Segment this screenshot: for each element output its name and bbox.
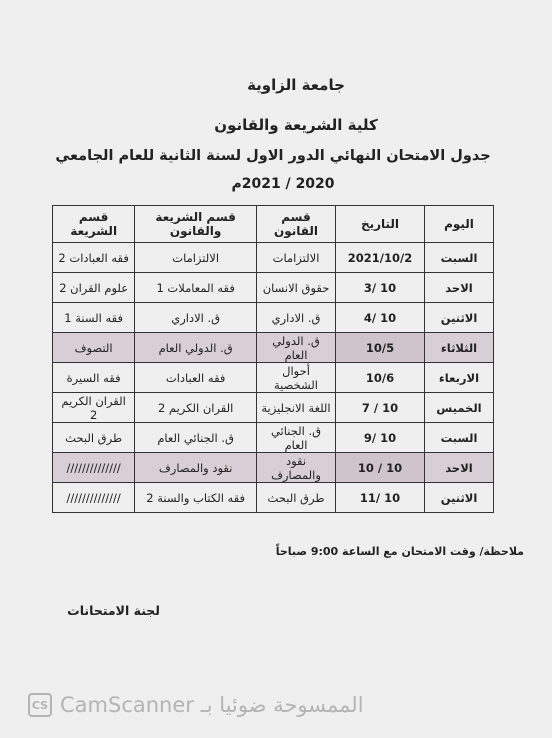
schedule-title: جدول الامتحان النهائي الدور الاول لسنة الثانية للعام الجامعي [55,148,491,164]
sharia-cell: ////////////// [53,483,135,513]
law-cell: طرق البحث [257,483,336,513]
date-cell: 10/6 [336,363,425,393]
law-cell: ق. الدولي العام [257,333,336,363]
law-cell: حقوق الانسان [257,273,336,303]
day-cell: السبت [425,243,494,273]
column-header-law: قسم القانون [257,206,336,243]
table-row [53,483,494,513]
university-name: جامعة الزاوية [247,76,345,94]
sharia-law-cell: نقود والمصارف [135,453,257,483]
table-header-row [53,206,494,243]
day-cell: الاثنين [425,303,494,333]
table-row [53,453,494,483]
date-cell: 10 /4 [336,303,425,333]
table-row [53,393,494,423]
column-header-sharia-law: قسم الشريعة والقانون [135,206,257,243]
table-row [53,243,494,273]
column-header-sharia: قسم الشريعة [53,206,135,243]
sharia-law-cell: الالتزامات [135,243,257,273]
law-cell: ق. الجنائي العام [257,423,336,453]
date-cell: 10 /9 [336,423,425,453]
day-cell: الاحد [425,273,494,303]
column-header-date: التاريخ [336,206,425,243]
sharia-cell: علوم القران 2 [53,273,135,303]
exam-schedule-table [52,205,494,513]
day-cell: الاحد [425,453,494,483]
day-cell: السبت [425,423,494,453]
column-header-day: اليوم [425,206,494,243]
sharia-law-cell: فقه المعاملات 1 [135,273,257,303]
academic-year: 2020 / 2021م [231,176,335,192]
camscanner-watermark [28,690,364,720]
sharia-law-cell: القران الكريم 2 [135,393,257,423]
day-cell: الخميس [425,393,494,423]
table-row [53,333,494,363]
camscanner-watermark-text: الممسوحة ضوئيا بـ CamScanner [60,693,364,717]
date-cell: 10 /11 [336,483,425,513]
exams-committee-signature: لجنة الامتحانات [67,603,160,618]
date-cell: 10/5 [336,333,425,363]
law-cell: أحوال الشخصية [257,363,336,393]
sharia-cell: التصوف [53,333,135,363]
table-row [53,423,494,453]
law-cell: الالتزامات [257,243,336,273]
sharia-cell: فقه السيرة [53,363,135,393]
law-cell: اللغة الانجليزية [257,393,336,423]
date-cell: 10 / 10 [336,453,425,483]
sharia-cell: ////////////// [53,453,135,483]
day-cell: الاثنين [425,483,494,513]
sharia-cell: فقه العبادات 2 [53,243,135,273]
law-cell: ق. الاداري [257,303,336,333]
sharia-law-cell: ق. الجنائي العام [135,423,257,453]
sharia-cell: طرق البحث [53,423,135,453]
date-cell: 2021/10/2 [336,243,425,273]
sharia-law-cell: فقه الكتاب والسنة 2 [135,483,257,513]
day-cell: الاربعاء [425,363,494,393]
sharia-law-cell: ق. الدولي العام [135,333,257,363]
table-row [53,273,494,303]
camscanner-logo-icon: CS [28,693,52,717]
sharia-cell: القران الكريم 2 [53,393,135,423]
exam-time-note: ملاحظة/ وقت الامتحان مع الساعة 9:00 صباحاً [275,545,524,558]
sharia-law-cell: ق. الاداري [135,303,257,333]
law-cell: نقود والمصارف [257,453,336,483]
sharia-cell: فقه السنة 1 [53,303,135,333]
table-row [53,303,494,333]
day-cell: الثلاثاء [425,333,494,363]
date-cell: 10 /3 [336,273,425,303]
table-row [53,363,494,393]
faculty-name: كلية الشريعة والقانون [214,116,378,134]
date-cell: 10 / 7 [336,393,425,423]
sharia-law-cell: فقه العبادات [135,363,257,393]
